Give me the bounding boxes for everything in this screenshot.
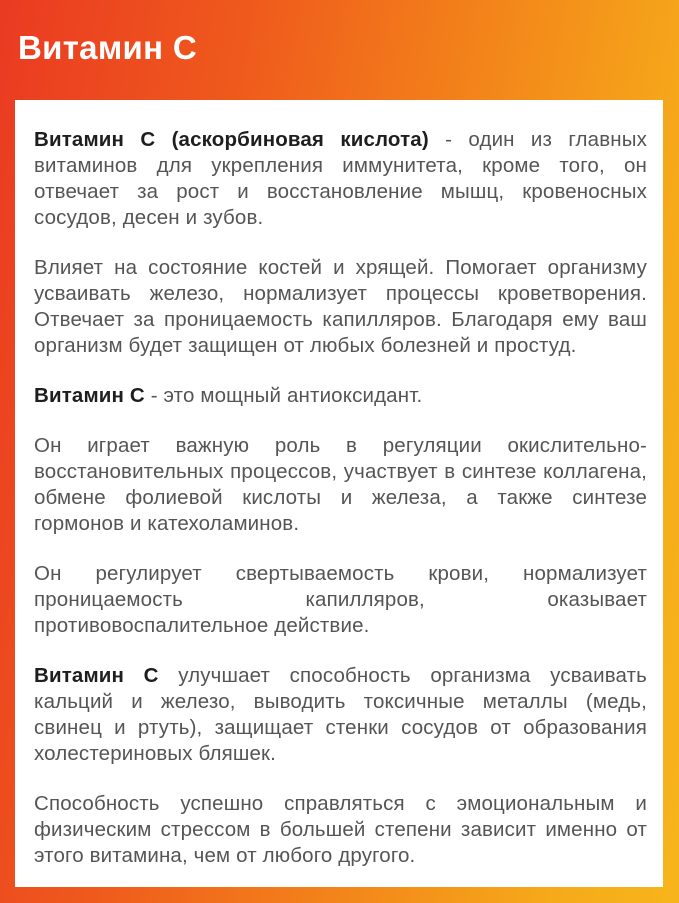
- paragraph-text: - это мощный антиоксидант.: [144, 384, 423, 407]
- paragraph-text: Он играет важную роль в регуляции окислительно-восстановительных процессов, участвует в синтезе коллагена, обмене фолиевой кислоты и железа, а также синтезе гормонов и катехоламинов.: [34, 434, 647, 535]
- paragraph-bold-lead: Витамин С (аскорбиновая кислота): [34, 128, 429, 151]
- content-panel: [15, 100, 663, 887]
- paragraph-bold-lead: Витамин С: [34, 664, 159, 687]
- page-title: Витамин С: [18, 29, 197, 66]
- paragraph-text: Влияет на состояние костей и хрящей. Помогает организму усваивать железо, нормализует процессы кроветворения. Отвечает за проницаемость капилляров. Благодаря ему ваш организм будет защищен от любых болезней и простуд.: [34, 256, 647, 357]
- paragraph-bold-lead: Витамин С: [34, 384, 145, 407]
- paragraph-text: - один из главных витаминов для укрепления иммунитета, кроме того, он отвечает за рост и восстановление мышц, кровеносных сосудов, десен и зубов.: [34, 128, 647, 229]
- paragraph-text: Он регулирует свертываемость крови, нормализует проницаемость капилляров, оказывает противовоспалительное действие.: [34, 562, 647, 637]
- paragraph-intro: [34, 127, 647, 231]
- paragraph-blood: [34, 561, 647, 639]
- paragraph-text: улучшает способность организма усваивать кальций и железо, выводить токсичные металлы (медь, свинец и ртуть), защищает стенки сосудов от образования холестериновых бляшек.: [34, 664, 647, 765]
- paragraph-antioxidant: [34, 383, 647, 409]
- paragraph-bones: [34, 255, 647, 359]
- paragraph-stress: [34, 791, 647, 869]
- paragraph-absorption: [34, 663, 647, 767]
- paragraph-regulation: [34, 433, 647, 537]
- paragraph-text: Способность успешно справляться с эмоциональным и физическим стрессом в большей степени зависит именно от этого витамина, чем от любого другого.: [34, 792, 647, 867]
